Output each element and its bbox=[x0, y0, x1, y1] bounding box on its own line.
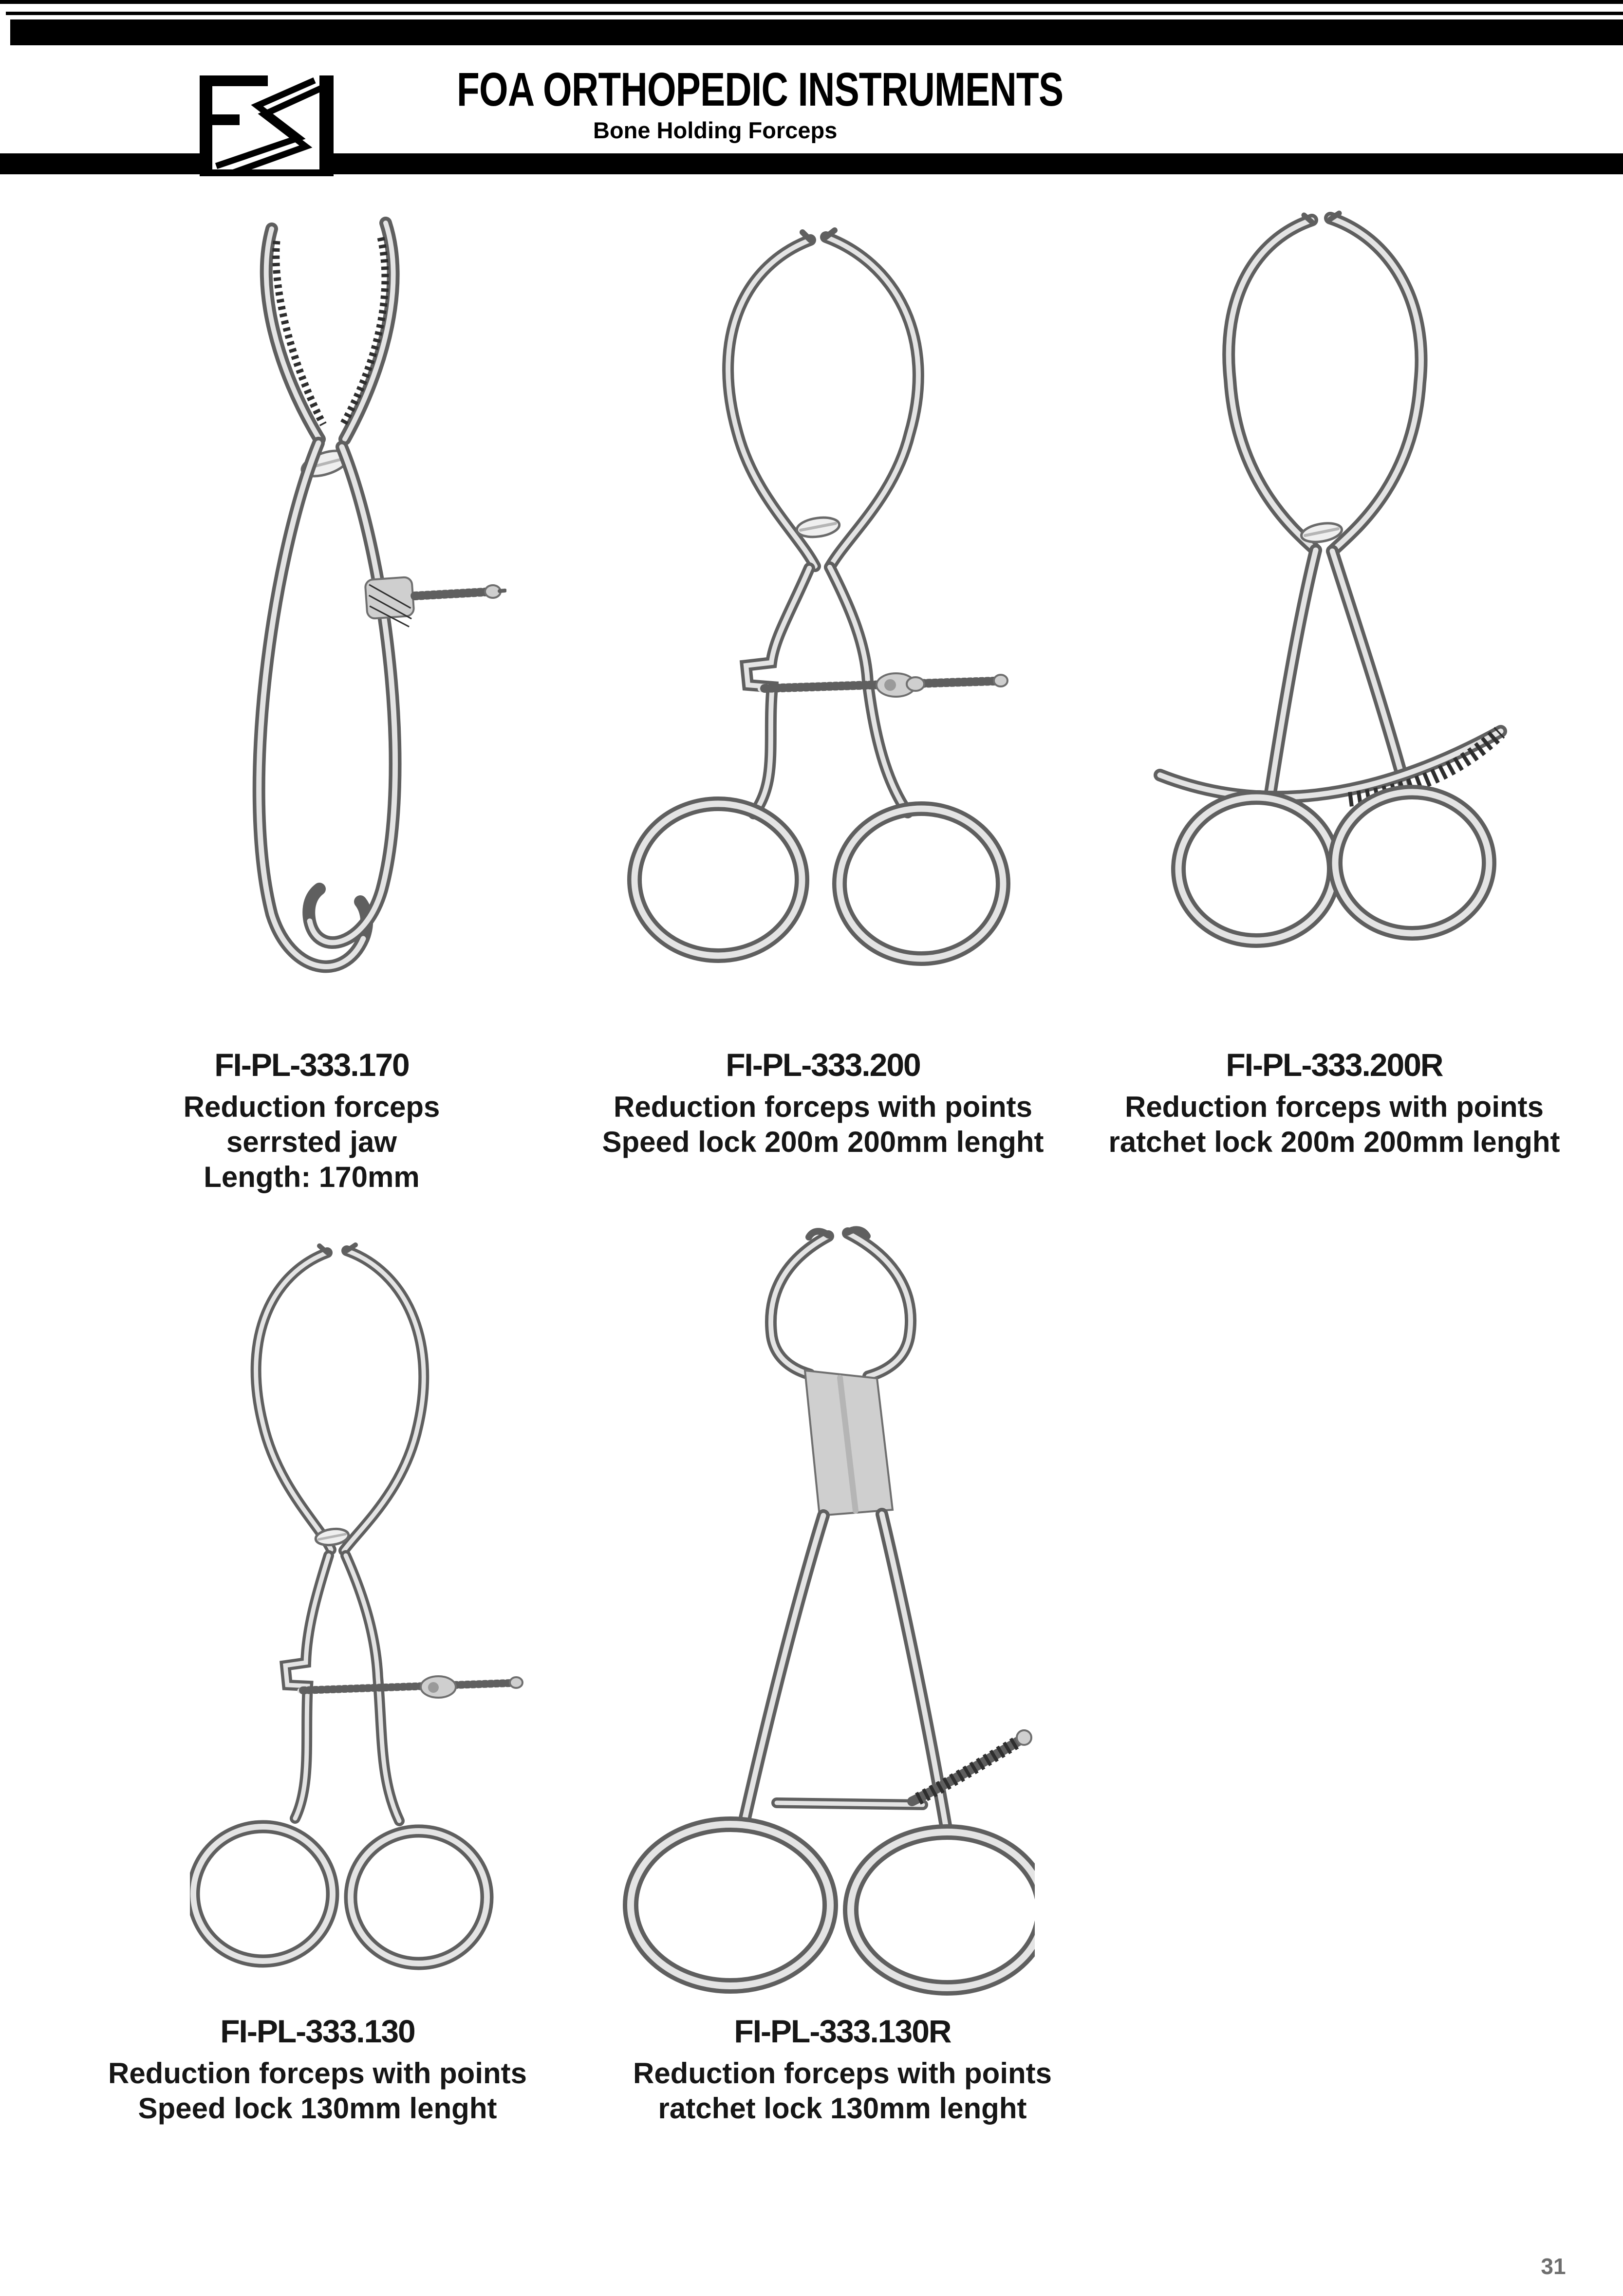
product-code: FI-PL-333.200 bbox=[726, 1047, 920, 1083]
product-code: FI-PL-333.200R bbox=[1226, 1047, 1443, 1083]
product-image-serrated-jaw-forceps bbox=[214, 214, 506, 993]
product-desc-line: Speed lock 200m 200mm lenght bbox=[602, 1126, 1044, 1158]
product-desc-line: Speed lock 130mm lenght bbox=[138, 2092, 497, 2125]
fs-monogram-icon bbox=[200, 75, 334, 176]
product-desc-line: Reduction forceps with points bbox=[613, 1091, 1032, 1123]
product-code: FI-PL-333.130R bbox=[734, 2013, 951, 2049]
top-rule bbox=[0, 0, 1623, 4]
page-number: 31 bbox=[1541, 2254, 1566, 2279]
product-image-pointed-forceps-speed-lock-130 bbox=[190, 1239, 526, 1999]
product-text-block bbox=[618, 2014, 1066, 2126]
header-band bbox=[10, 19, 1623, 45]
product-desc-line: Reduction forceps with points bbox=[108, 2057, 527, 2090]
product-text-block bbox=[117, 1048, 506, 1195]
product-image-pointed-forceps-speed-lock-200 bbox=[623, 222, 1013, 1005]
product-image-pointed-forceps-ratchet-lock-130 bbox=[611, 1224, 1035, 1999]
product-desc-line: ratchet lock 130mm lenght bbox=[658, 2092, 1027, 2125]
product-text-block bbox=[589, 1048, 1057, 1160]
product-code: FI-PL-333.130 bbox=[220, 2013, 415, 2049]
product-text-block bbox=[93, 2014, 541, 2126]
product-code: FI-PL-333.170 bbox=[214, 1047, 409, 1083]
product-desc-line: Reduction forceps bbox=[183, 1091, 440, 1123]
product-desc-line: Reduction forceps with points bbox=[1124, 1091, 1544, 1123]
product-text-block bbox=[1101, 1048, 1568, 1160]
product-desc-line: ratchet lock 200m 200mm lenght bbox=[1108, 1126, 1560, 1158]
thin-rule bbox=[6, 12, 1623, 15]
page-subtitle: Bone Holding Forceps bbox=[593, 117, 838, 143]
product-desc-line: Reduction forceps with points bbox=[633, 2057, 1052, 2090]
product-desc-line: serrsted jaw bbox=[226, 1126, 397, 1158]
page-title: FOA ORTHOPEDIC INSTRUMENTS bbox=[457, 63, 1063, 116]
product-image-pointed-forceps-ratchet-lock-200 bbox=[1139, 209, 1524, 1008]
product-desc-line: Length: 170mm bbox=[204, 1161, 420, 1193]
